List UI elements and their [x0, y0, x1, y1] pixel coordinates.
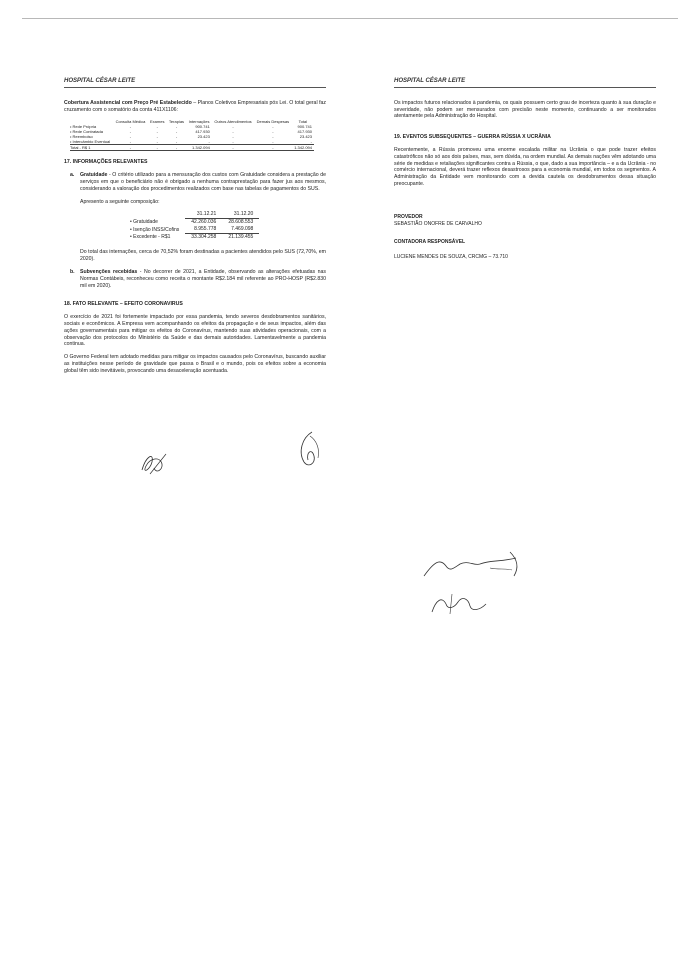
item-a-paragraph	[64, 172, 326, 192]
table-cell: -	[310, 139, 312, 145]
table-cell: 33.304.258	[185, 234, 222, 242]
initials-signature-left	[136, 448, 172, 478]
table-cell: 417.930	[297, 129, 312, 135]
item-a-note: Do total das internações, cerca de 70,52% foram destinadas a pacientes atendidos pelo SUS (72,70%, em 2020).	[80, 249, 326, 263]
table-cell: -	[156, 124, 158, 130]
table-cell: -	[254, 145, 291, 151]
accountant-signature	[424, 590, 494, 618]
coverage-header-cell: Consulta Médica	[115, 119, 146, 125]
table-cell: -	[129, 129, 132, 135]
composition-table	[124, 211, 259, 241]
table-cell: • Excedente - R$1	[130, 234, 171, 241]
table-cell: -	[232, 124, 234, 130]
table-cell: -	[272, 134, 274, 140]
composition-excess-row	[124, 234, 259, 242]
table-cell: -	[175, 134, 178, 140]
provider-signature	[420, 548, 530, 584]
signer-2-name: LUCIENE MENDES DE SOUZA, CRCMG – 73.710	[394, 254, 508, 261]
right-column	[394, 78, 656, 261]
table-cell: -	[272, 124, 274, 130]
composition-header-cell: 31.12.20	[222, 211, 259, 219]
table-cell: -	[208, 139, 210, 145]
coverage-table	[70, 119, 314, 151]
table-cell: 8.955.778	[194, 226, 217, 233]
table-cell: • Rede Própria	[70, 124, 97, 130]
table-cell: 42.260.036	[191, 219, 217, 226]
item-a-intro: Apresento a seguinte composição:	[80, 198, 160, 205]
item-b-title: Subvenções recebidas	[80, 268, 138, 275]
left-column	[64, 78, 326, 381]
table-cell: -	[113, 145, 148, 151]
page-top-rule	[22, 18, 678, 19]
table-cell: • Intercâmbio Eventual	[70, 139, 111, 145]
coverage-text: – Planos Coletivos Empresariais pós Lei. O total geral faz cruzamento com o somatório da conta 411X1106:	[64, 99, 326, 113]
table-cell: -	[175, 129, 178, 135]
composition-header	[124, 211, 259, 219]
table-cell: • Reembolso	[70, 134, 93, 140]
hospital-header-right: HOSPITAL CÉSAR LEITE	[394, 78, 466, 84]
table-cell: -	[212, 145, 254, 151]
table-cell: 417.930	[195, 129, 210, 135]
section-18-paragraph-1: O exercício de 2021 foi fortemente impactado por essa pandemia, tendo severos desdobramentos sanitários, sociais e econômicos. A Empresa vem acompanhando os efeitos da propagação e de seus impactos, além das ações governamentais para mitigar os efeitos do Coronavírus, mantendo suas atividades operacionais, com a observação dos protocolos do Ministério da Saúde e das demais autoridades. Lamentavelmente a pandemia continua.	[64, 314, 326, 348]
table-cell: 23.423	[299, 134, 312, 140]
table-cell: 7.469.098	[231, 226, 254, 233]
table-cell: -	[272, 139, 274, 145]
table-cell: • Rede Contratada	[70, 129, 103, 135]
table-cell: -	[129, 139, 132, 145]
item-a-text: - O critério utilizado para a mensuração dos custos com Gratuidade considera a prestação de serviços em que o beneficiário não é obrigado a nenhuma contraprestação para fazer jus aos mesmos, considerando a valoração dos procedimentos realizados com base nas tabelas de pagamentos do SUS.	[80, 172, 326, 192]
section-18-title: 18. FATO RELEVANTE – EFEITO CORONAVIRUS	[64, 301, 183, 308]
table-cell: -	[156, 129, 158, 135]
item-a-label: a.	[70, 172, 75, 179]
coverage-header-cell: Demais Despesas	[256, 119, 290, 125]
table-row	[124, 226, 259, 234]
table-cell: 23.423	[197, 134, 210, 140]
section-17-title: 17. INFORMAÇÕES RELEVANTES	[64, 159, 148, 166]
item-b-paragraph	[64, 269, 326, 289]
section-19-title: 19. EVENTOS SUBSEQUENTES – GUERRA RÚSSIA X UCRÂNIA	[394, 134, 551, 141]
pandemic-continuation-paragraph: Os impactos futuros relacionados à pandemia, os quais possuem certo grau de incerteza quanto à sua duração e severidade, não podem ser mensurados com precisão neste momento, continuando a ser monitorados atentamente pela Administração do Hospital.	[394, 99, 656, 120]
composition-header-cell: 31.12.21	[185, 211, 222, 219]
signer-2-role: CONTADORA RESPONSÁVEL	[394, 239, 466, 246]
table-cell: -	[156, 139, 158, 145]
table-cell: 28.608.553	[228, 219, 254, 226]
coverage-header-cell: Internações	[188, 119, 210, 125]
table-row	[124, 219, 259, 227]
section-18-paragraph-2: O Governo Federal tem adotado medidas para mitigar os impactos causados pelo Coronavírus, buscando auxiliar as instituições nesse período de gravidade que passa o Brasil e o mundo, pois os efeitos sobre a economia global têm sido inevitáveis, provocando uma desaceleração acentuada.	[64, 354, 326, 374]
coverage-title: Cobertura Assistencial com Preço Pré Estabelecido	[64, 99, 192, 106]
coverage-header-cell: Outros Atendimentos	[214, 119, 252, 125]
table-cell: -	[156, 134, 158, 140]
table-cell: 900.741	[297, 124, 312, 130]
table-cell: Total - R$ 1	[70, 145, 113, 151]
table-cell: -	[129, 134, 132, 140]
table-cell: -	[148, 145, 167, 151]
coverage-header-cell: Total	[298, 119, 308, 125]
section-19-paragraph: Recentemente, a Rússia promoveu uma enorme escalada militar na Ucrânia o que pode trazer efeitos catastróficos não só aos dois países, mas, sem dúvida, na ordem mundial. As demais nações vêm adotando uma série de medidas e retaliações significantes contra a Rússia, o que, dado a sua importância – e a da Ucrânia - no comércio internacional, deverá trazer reflexos desastrosos para a economia mundial, em todos os segmentos. A Administração da Entidade vem monitorando com a devida cautela os desdobramentos dessa situação preocupante.	[394, 146, 656, 187]
table-cell: -	[129, 124, 132, 130]
table-cell: -	[232, 139, 234, 145]
signer-1-role: PROVEDOR	[394, 213, 423, 220]
item-b-label: b.	[70, 268, 75, 275]
table-cell: -	[232, 129, 234, 135]
table-cell: • Isenção INSS/Cofins	[130, 226, 180, 233]
item-a-title: Gratuidade	[80, 172, 108, 179]
coverage-total-row	[70, 145, 314, 151]
composition-header-cell	[124, 211, 185, 219]
header-rule-right	[394, 87, 656, 88]
table-cell: -	[175, 139, 178, 145]
table-cell: -	[175, 124, 178, 130]
table-cell: -	[167, 145, 187, 151]
coverage-paragraph	[64, 100, 326, 114]
signer-1-name: SEBASTIÃO ONOFRE DE CARVALHO	[394, 220, 482, 227]
signature-block	[394, 214, 656, 261]
hospital-header-left: HOSPITAL CÉSAR LEITE	[64, 78, 136, 84]
header-rule-left	[64, 87, 326, 88]
coverage-header-cell: Exames	[150, 119, 165, 125]
table-cell: -	[272, 129, 274, 135]
coverage-header-cell: Terapias	[168, 119, 185, 125]
table-cell: 1.342.094	[292, 145, 314, 151]
table-cell: 1.342.094	[186, 145, 212, 151]
table-cell: • Gratuidade	[130, 219, 158, 226]
table-cell: 900.741	[195, 124, 210, 130]
initials-signature-right	[292, 428, 328, 470]
item-b-text: - No decorrer de 2021, a Entidade, observando as alterações efetuadas nas Normas Contábeis, reconheceu como receita o montante R$2.184 mil referente ao PRO-HOSP (R$2.830 mil em 2020).	[80, 268, 327, 289]
table-cell: -	[232, 134, 234, 140]
table-cell: 21.139.455	[222, 234, 259, 242]
